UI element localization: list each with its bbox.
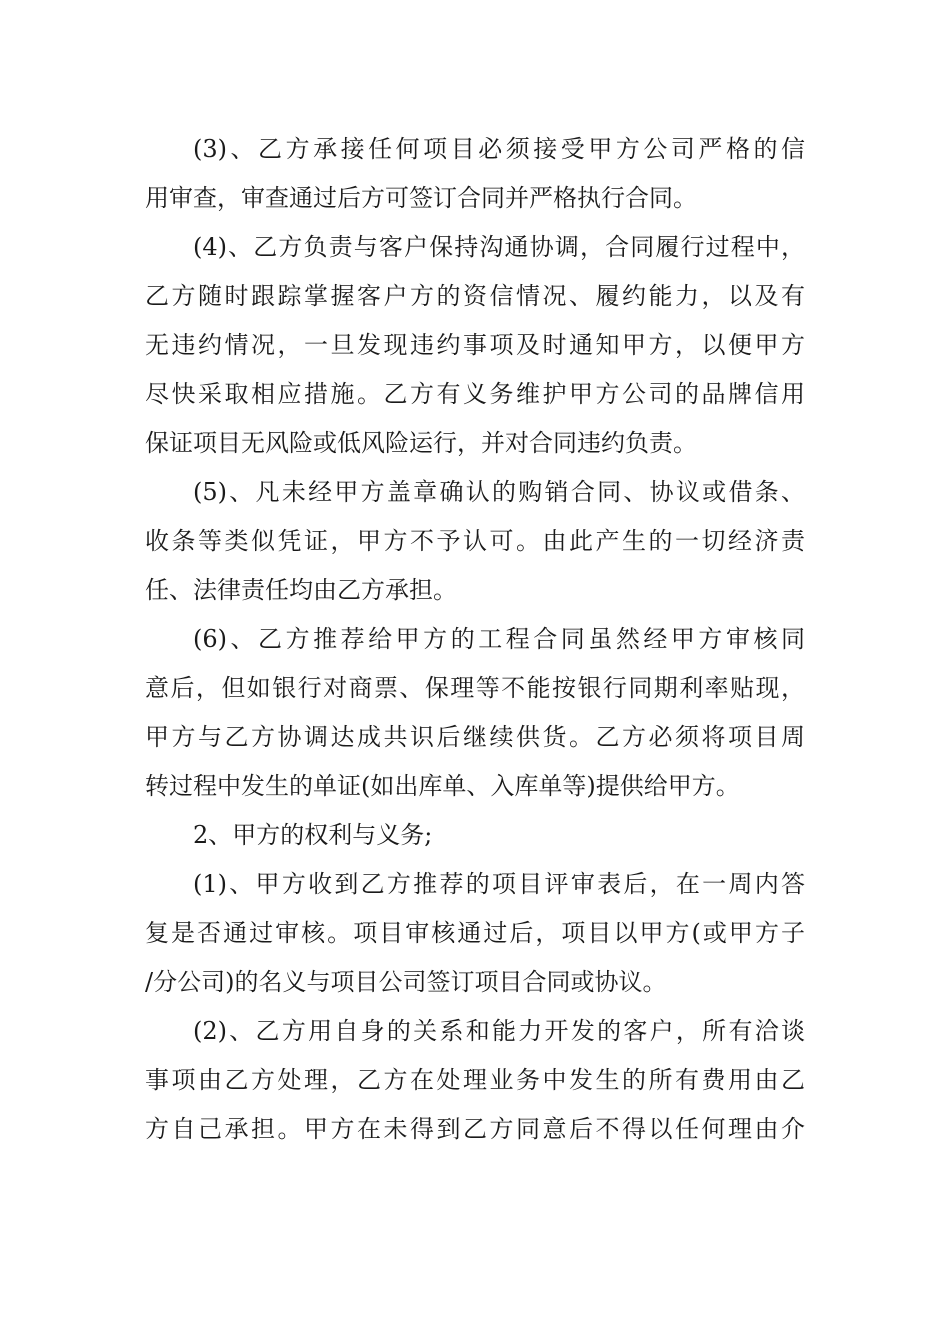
section-2-paragraph-item-1 [145, 860, 805, 1007]
paragraph-line: 意后，但如银行对商票、保理等不能按银行同期利率贴现， [145, 674, 805, 702]
paragraph-line: 乙方随时跟踪掌握客户方的资信情况、履约能力，以及有 [145, 282, 805, 310]
paragraph-item-4 [145, 223, 805, 468]
paragraph-item-5 [145, 468, 805, 615]
section-2-paragraph-item-2 [145, 1007, 805, 1154]
paragraph-line: 保证项目无风险或低风险运行，并对合同违约负责。 [145, 429, 697, 457]
paragraph-line: 任、法律责任均由乙方承担。 [145, 576, 457, 604]
paragraph-line: /分公司)的名义与项目公司签订项目合同或协议。 [145, 968, 667, 996]
paragraph-item-3 [145, 125, 805, 223]
paragraph-line: (6)、乙方推荐给甲方的工程合同虽然经甲方审核同 [193, 625, 805, 653]
paragraph-line: 收条等类似凭证，甲方不予认可。由此产生的一切经济责 [145, 527, 805, 555]
paragraph-item-6 [145, 615, 805, 811]
paragraph-line: 复是否通过审核。项目审核通过后，项目以甲方(或甲方子 [145, 919, 805, 947]
paragraph-line: (5)、凡未经甲方盖章确认的购销合同、协议或借条、 [193, 478, 805, 506]
paragraph-line: 尽快采取相应措施。乙方有义务维护甲方公司的品牌信用 [145, 380, 805, 408]
document-body [145, 125, 805, 1154]
paragraph-line: (2)、乙方用自身的关系和能力开发的客户，所有洽谈 [193, 1017, 805, 1045]
paragraph-line: (3)、乙方承接任何项目必须接受甲方公司严格的信 [193, 135, 805, 163]
paragraph-line: 方自己承担。甲方在未得到乙方同意后不得以任何理由介 [145, 1115, 805, 1143]
section-heading-text: 2、甲方的权利与义务; [193, 821, 433, 849]
paragraph-line: 甲方与乙方协调达成共识后继续供货。乙方必须将项目周 [145, 723, 805, 751]
section-heading-2 [145, 811, 805, 860]
paragraph-line: 事项由乙方处理，乙方在处理业务中发生的所有费用由乙 [145, 1066, 805, 1094]
paragraph-line: 转过程中发生的单证(如出库单、入库单等)提供给甲方。 [145, 772, 740, 800]
paragraph-line: (4)、乙方负责与客户保持沟通协调，合同履行过程中， [193, 233, 805, 261]
paragraph-line: (1)、甲方收到乙方推荐的项目评审表后，在一周内答 [193, 870, 805, 898]
paragraph-line: 用审查，审查通过后方可签订合同并严格执行合同。 [145, 184, 697, 212]
paragraph-line: 无违约情况，一旦发现违约事项及时通知甲方，以便甲方 [145, 331, 805, 359]
